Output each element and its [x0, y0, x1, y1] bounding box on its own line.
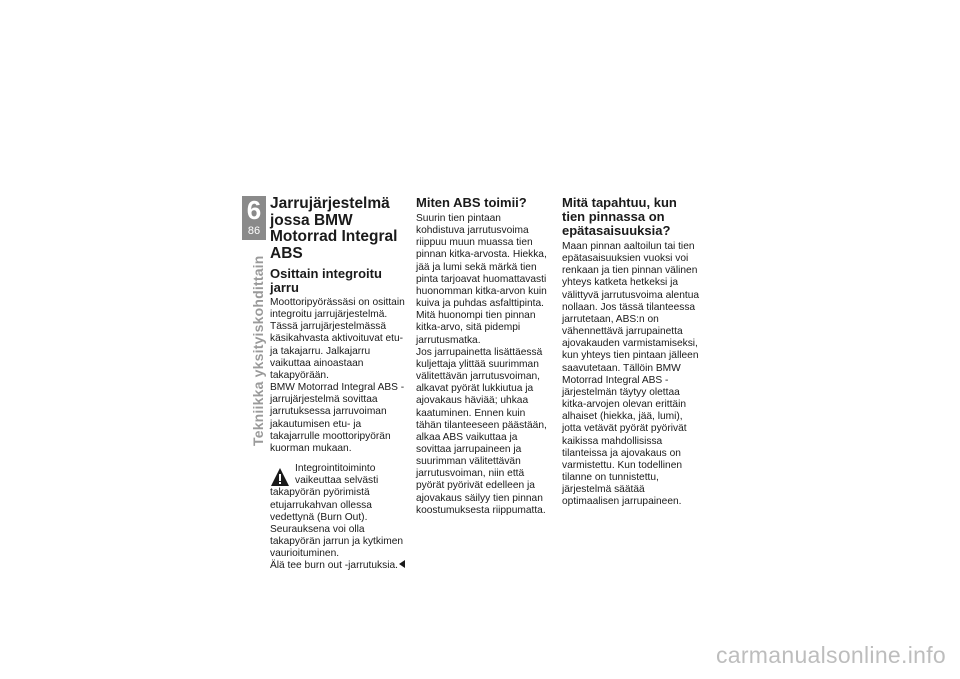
warning-block	[270, 463, 406, 572]
column-3	[562, 196, 700, 508]
column-2	[416, 196, 552, 517]
warning-text: Integrointitoiminto vaikeuttaa selvästi takapyörän pyörimistä etujarrukahvan ollessa vedettynä (Burn Out). Seurauksena voi olla takapyörän jarrun ja kytkimen vaurioituminen.	[270, 463, 404, 560]
page-number: 86	[247, 225, 261, 237]
chapter-side-label: Tekniikka yksityiskohdittain	[250, 255, 266, 446]
warning-end-text: Älä tee burn out -jarrutuksia.	[270, 560, 406, 572]
section-title: Miten ABS toimii?	[416, 195, 527, 210]
section-title: Jarrujärjestelmä jossa BMW Motorrad Integral ABS	[270, 195, 398, 262]
chapter-tab	[242, 196, 266, 240]
section-subtitle: Osittain integroitu jarru	[270, 266, 382, 295]
paragraph: Moottoripyörässäsi on osittain integroitu jarrujärjestelmä. Tässä jarrujärjestelmässä käsikahvasta aktivoituvat etu- ja takajarru. Jalkajarru vaikuttaa ainoastaan takapyörään.	[270, 297, 405, 381]
end-marker-icon	[399, 560, 405, 568]
column-1	[270, 196, 406, 572]
paragraph: BMW Motorrad Integral ABS -jarrujärjestelmä sovittaa jarrutuksessa jarruvoiman jakautumisen etu- ja takajarrulle moottoripyörän kuorman mukaan.	[270, 382, 405, 454]
watermark: carmanualsonline.info	[715, 642, 946, 668]
chapter-number: 6	[246, 195, 262, 225]
paragraph: Suurin tien pintaan kohdistuva jarrutusvoima riippuu muun muassa tien pinnan kitka-arvosta. Hiekka, jää ja lumi sekä märkä tien pinta tarjoavat huomattavasti huonomman kitka-arvon kuin kuiva ja puhdas asfalttipinta. Mitä huonompi tien pinnan kitka-arvo, sitä pidempi jarrutusmatka.	[416, 213, 547, 346]
paragraph: Maan pinnan aaltoilun tai tien epätasaisuuksien vuoksi voi renkaan ja tien pinnan välinen yhteys katketa hetkeksi ja välittyvä jarrutusvoima alentua nollaan. Jos tässä tilanteessa jarrutetaan, ABS:n on vähennettävä jarrupainetta ajovakauden varmistamiseksi, kun yhteys tien pintaan jälleen saavutetaan. Tällöin BMW Motorrad Integral ABS -järjestelmän täytyy olettaa kitka-arvojen olevan erittäin alhaiset (hiekka, jää, lumi), jotta vetävät pyörät pyörivät kaikissa mahdollisissa tilanteissa ja ajovakaus on varmistettu. Kun todellinen tilanne on tunnistettu, järjestelmä säätää optimaalisen jarrupaineen.	[562, 241, 700, 508]
warning-triangle-icon	[270, 467, 290, 487]
paragraph: Jos jarrupainetta lisättäessä kuljettaja ylittää suurimman välitettävän jarrutusvoiman, alkavat pyörät lukkiutua ja ajovakaus häviää; uhkaa kaatuminen. Ennen kuin tähän tilanteeseen päästään, alkaa ABS vaikuttaa ja sovittaa jarrupaineen ja suurimman välitettävän jarrutusvoiman, niin että pyörät pyörivät edelleen ja ajovakaus säilyy tien pinnan koostumuksesta riippumatta.	[416, 346, 547, 516]
section-title: Mitä tapahtuu, kun tien pinnassa on epätasaisuuksia?	[562, 195, 677, 238]
